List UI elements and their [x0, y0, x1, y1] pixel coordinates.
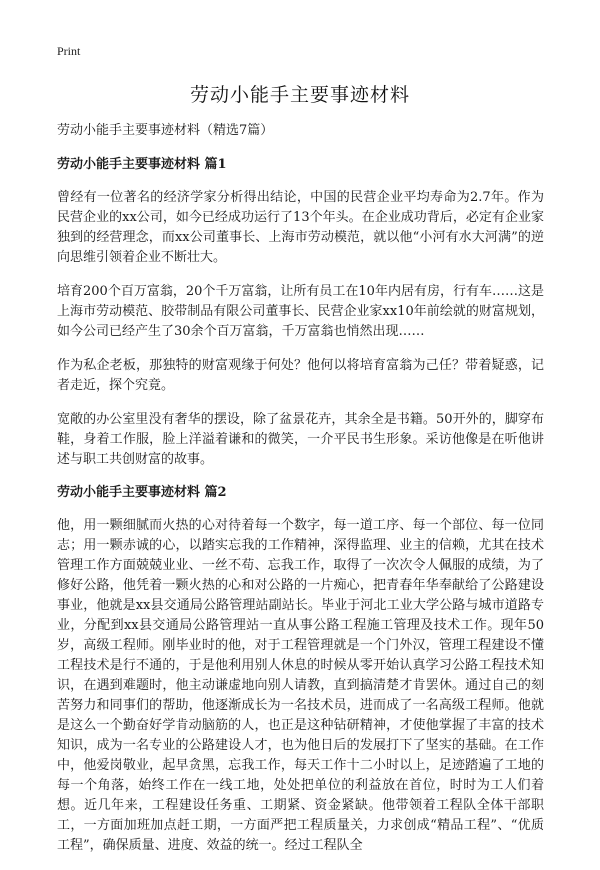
paragraph: 宽敞的办公室里没有奢华的摆设，除了盆景花卉，其余全是书籍。50开外的，脚穿布鞋，身着工作服，脸上洋溢着谦和的微笑，一介平民书生形象。采访他像是在听他讲述与职工共创财富的故事。 [57, 412, 544, 467]
document-subtitle: 劳动小能手主要事迹材料（精选7篇） [57, 123, 274, 138]
document-title: 劳动小能手主要事迹材料 [189, 84, 410, 106]
print-label[interactable]: Print [57, 44, 81, 58]
paragraph: 他，用一颗细腻而火热的心对待着每一个数字，每一道工序、每一个部位、每一位同志；用一颗赤诚的心，以踏实忘我的工作精神，深得监理、业主的信赖，尤其在技术管理工作方面兢兢业业、一丝不苟、忘我工作，取得了一次次令人佩服的成绩，为了修好公路，他凭着一颗火热的心和对公路的一片痴心，把青春年华奉献给了公路建设事业，他就是xx县交通局公路管理站副站长。毕业于河北工业大学公路与城市道路专业，分配到xx县交通局公路管理站一直从事公路工程施工管理及技术工作。现年50岁，高级工程师。刚毕业时的他，对于工程管理就是一个门外汉，管理工程建设不懂工程技术是行不通的，于是他利用别人休息的时候从零开始认真学习公路工程技术知识，在遇到难题时，他主动谦虚地向别人请教，直到搞清楚才肯罢休。通过自己的刻苦努力和同事们的帮助，他逐渐成长为一名技术员，进而成了一名高级工程师。他就是这么一个勤奋好学肯动脑筋的人，也正是这种钻研精神，才使他掌握了丰富的技术知识，成为一名专业的公路建设人才，也为他日后的发展打下了坚实的基础。在工作中，他爱岗敬业，起早贪黑，忘我工作，每天工作十二小时以上，足迹踏遍了工地的每一个角落，始终工作在一线工地，处处把单位的利益放在首位，时时为工人们着想。近几年来，工程建设任务重、工期紧、资金紧缺。他带领着工程队全体干部职工，一方面加班加点赶工期，一方面严把工程质量关，力求创成“精品工程”、“优质工程”，确保质量、进度、效益的统一。经过工程队全 [57, 518, 544, 853]
paragraph: 培育200个百万富翁，20个千万富翁，让所有员工在10年内居有房，行有车……这是上海市劳动模范、胶带制品有限公司董事长、民营企业家xx10年前绘就的财富规划，如今公司已经产生了30余个百万富翁，千万富翁也悄然出现…… [57, 284, 544, 339]
paragraph: 作为私企老板，那独特的财富观缘于何处？他何以将培育富翁为己任？带着疑惑，记者走近，探个究竟。 [57, 358, 544, 393]
section-2 [57, 484, 544, 856]
paragraph: 曾经有一位著名的经济学家分析得出结论，中国的民营企业平均寿命为2.7年。作为民营企业的xx公司，如今已经成功运行了13个年头。在企业成功背后，必定有企业家独到的经营理念，而xx公司董事长、上海市劳动模范，就以他“小河有水大河满”的逆向思维引领着企业不断壮大。 [57, 190, 544, 265]
document-body [57, 122, 544, 870]
section-heading: 劳动小能手主要事迹材料 篇1 [57, 157, 227, 172]
section-1 [57, 156, 544, 470]
section-heading: 劳动小能手主要事迹材料 篇2 [57, 485, 227, 500]
